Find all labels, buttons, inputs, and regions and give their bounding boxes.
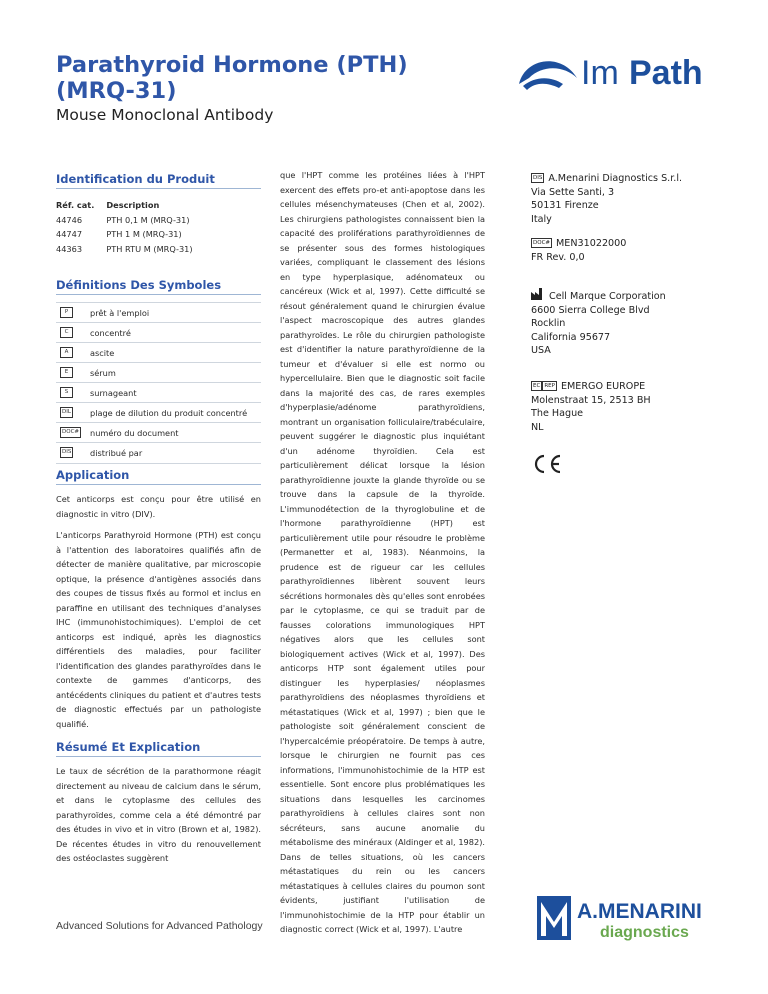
desc-cell: PTH 1 M (MRQ-31) [106, 229, 182, 239]
footer-slogan: Advanced Solutions for Advanced Pathology [56, 920, 263, 932]
distributor-line: Via Sette Santi, 3 [531, 186, 615, 198]
symbol-label: surnageant [90, 388, 137, 398]
col-desc-header: Description [106, 200, 160, 210]
application-title: Application [56, 468, 130, 482]
application-paragraph-2: L'anticorps Parathyroid Hormone (PTH) est conçu à l'attention des laboratoires qualifiés afin de détecter de manière qualitative, par microscopie optique, la présence d'antigènes associés dans des coupes de tissus fixés au formol et inclus en paraffine en utilisant des techniques d'analyses IHC (immunohistochimiques). L'emploi de cet anticorps est indiqué, après les diagnostics différentiels des maladies, pour faciliter l'identification des glandes parathyroïdes dans le contexte de gammes d'anticorps, des antécédents cliniques du patient et d'autres tests de diagnostic effectués par un pathologiste qualifié. [56, 530, 261, 729]
symbol-code: A [60, 347, 73, 358]
symbol-row [56, 302, 261, 323]
symbol-row [56, 402, 261, 423]
ec-rep-name: EMERGO EUROPE [560, 381, 646, 392]
manufacturer-line: 6600 Sierra College Blvd [531, 304, 650, 316]
document-number: MEN31022000 [556, 238, 627, 249]
ref-cell: 44746 [56, 214, 83, 225]
menarini-logo [537, 892, 717, 948]
table-row [56, 242, 205, 257]
symbol-label: sérum [90, 368, 116, 378]
manufacturer-name: Cell Marque Corporation [549, 291, 666, 302]
section-divider [56, 294, 261, 295]
symbol-code: P [60, 307, 73, 318]
symbol-label: concentré [90, 328, 131, 338]
table-row [56, 227, 205, 242]
manufacturer-line: California 95677 [531, 331, 611, 343]
symbol-code: DOC# [60, 427, 81, 438]
distributor-block [531, 172, 682, 226]
symbol-code: S [60, 387, 73, 398]
distributor-line: 50131 Firenze [531, 200, 599, 211]
menarini-brand-text: A.MENARINI [577, 900, 702, 923]
product-table [56, 198, 205, 256]
symbol-label: prêt à l'emploi [90, 308, 150, 318]
section-divider [56, 756, 261, 757]
symbol-code: E [60, 367, 73, 378]
ref-cell: 44363 [56, 243, 83, 254]
symbol-row [56, 362, 261, 383]
menarini-brand-sub: diagnostics [600, 924, 689, 941]
summary-title: Résumé Et Explication [56, 740, 201, 754]
ec-rep-line: NL [531, 421, 544, 433]
document-number-block [531, 237, 626, 264]
symbol-code: DIS [60, 447, 73, 458]
ec-rep-block [531, 380, 651, 434]
ec-rep-line: Molenstraat 15, 2513 BH [531, 394, 651, 406]
document-title: Parathyroid Hormone (PTH) (MRQ-31) [56, 52, 408, 104]
doc-symbol: DOC# [533, 240, 551, 246]
rep-symbol: REP [544, 383, 555, 389]
document-subtitle: Mouse Monoclonal Antibody [56, 106, 274, 124]
middle-column-text: que l'HPT comme les protéines liées à l'HPT exercent des effets pro-et anti-apoptose dans les cellules mésenchymateuses (Chen et al, 2002). Les chirurgiens pathologistes connaissent bien la capacité des proliférations parathyroïdiennes de se présenter sous des formes histologiques variées, compliquant le classement des lésions en type hyperplasique, adénomateux ou cancéreux (Wick et al, 1997). Cette difficulté se résout généralement quand le chirurgien évalue l'aspect macroscopique des autres glandes parathyroïdes. Le rôle du chirurgien pathologiste est d'identifier la nature parathyroïdienne de la tumeur et d'évaluer si elle est normo ou hypercellulaire. Bien que le diagnostic soit facile dans la majorité des cas, de rares exemples d'hyperplasie/adénome parathyroïdiens, montrant un organisation folliculaire/trabéculaire, peuvent suggérer le diagnostic plus inquiétant d'un adénome thyroïdien. Cela est particulièrement délicat lorsque la lésion parathyroïdienne jouxte la glande thyroïde ou se trouve dans la capsule de la thyroïde. L'immunodétection de la thyroglobuline et de l'hormone parathyroïdienne (HPT) est particulièrement utile pour résoudre le problème (Permanetter et al, 1983). Néanmoins, la prudence est de rigueur car les cellules parathyroïdiennes libèrent souvent leurs sécrétions hormonales dès qu'elles sont enrobées par le cytoplasme, ce qui se traduit par de fausses colorations immunologiques HPT négatives alors que les cellules sont biologiquement actives (Wick et al, 1997). Des anticorps HTP sont également utiles pour distinguer les hyperplasies/ néoplasmes parathyroïdiens des néoplasmes thyroïdiens et métastatiques (Wick et al, 1997) ; bien que le pathologiste soit généralement conscient de l'hypercalcémie préopératoire. De temps à autre, lorsque le chirurgien ne fournit pas ces informations, l'immunohistochimie de la HTP est essentielle. Sont encore plus problématiques les situations dans lesquelles les carcinomes parathyroïdiens à cellules claires sont non sécréteurs, sans aucune anomalie du métabolisme des minéraux (Aldinger et al, 1982). Dans de telles situations, où les cancers métastatiques du rein ou les cancers métastatiques à cellules claires du poumon sont évidents, justifiant l'utilisation de l'immunohistochimie de la HTP pour établir un diagnostic correct (Wick et al, 1997). L'autre [280, 170, 485, 934]
symbol-row [56, 422, 261, 443]
symbol-label: ascite [90, 348, 115, 358]
desc-cell: PTH 0,1 M (MRQ-31) [106, 214, 190, 225]
section-divider [56, 484, 261, 485]
document-revision: FR Rev. 0,0 [531, 251, 585, 263]
manufacturer-block [531, 288, 666, 358]
manufacturer-line: Rocklin [531, 318, 566, 329]
symbol-row [56, 322, 261, 343]
symbol-row [56, 442, 261, 464]
symbol-code: DIL [60, 407, 73, 418]
ec-symbol: EC [533, 383, 541, 389]
section-divider [56, 188, 261, 189]
symbol-row [56, 382, 261, 403]
logo-text-path: Path [629, 54, 703, 92]
dis-symbol: DIS [533, 175, 543, 181]
table-row [56, 213, 205, 228]
symbol-label: plage de dilution du produit concentré [90, 408, 248, 418]
summary-paragraph-1: Le taux de sécrétion de la parathormone réagit directement au niveau de calcium dans le sérum, et dans le cytoplasme des cellules des parathyroïdes, comme cela a été démontré par des études in vivo et in vitro (Brown et al, 1982). De récentes études in vitro du renouvellement des ostéoclastes suggèrent [56, 766, 261, 863]
identification-title: Identification du Produit [56, 172, 215, 186]
table-header-row [56, 198, 205, 213]
distributor-line: Italy [531, 213, 552, 225]
symbols-title: Définitions Des Symboles [56, 278, 222, 292]
desc-cell: PTH RTU M (MRQ-31) [106, 243, 193, 254]
symbol-code: C [60, 327, 73, 338]
manufacturer-icon [531, 288, 545, 300]
logo-text-im: Im [581, 54, 619, 92]
symbol-row [56, 342, 261, 363]
ce-mark-icon [531, 453, 563, 475]
symbol-label: distribué par [90, 448, 143, 458]
impath-logo [515, 48, 715, 98]
symbol-label: numéro du document [90, 428, 179, 438]
col-ref-header: Réf. cat. [56, 200, 95, 210]
manufacturer-line: USA [531, 345, 551, 356]
application-paragraph-1: Cet anticorps est conçu pour être utilisé en diagnostic in vitro (DIV). [56, 494, 261, 519]
ec-rep-line: The Hague [531, 408, 584, 419]
ref-cell: 44747 [56, 229, 83, 239]
distributor-name: A.Menarini Diagnostics S.r.l. [548, 173, 683, 184]
